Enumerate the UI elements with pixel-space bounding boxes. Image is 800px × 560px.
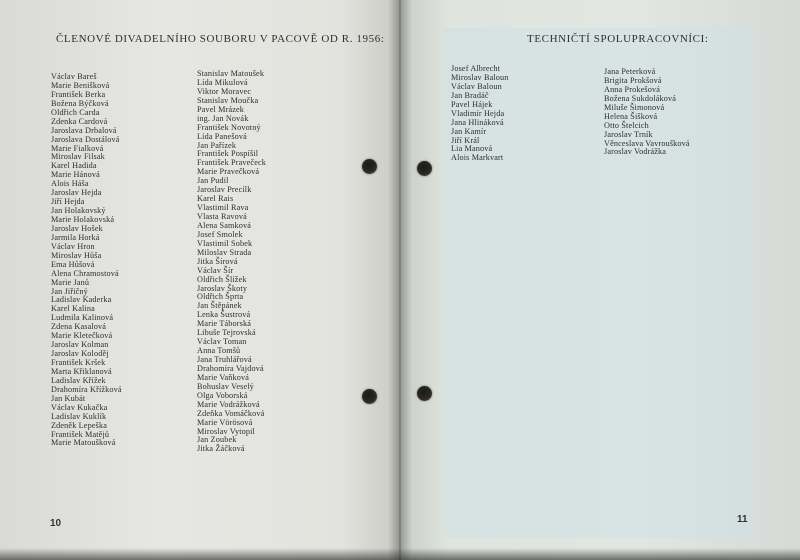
name-entry: Jaroslava Drbalová bbox=[51, 125, 117, 135]
name-entry: Jaroslav Vodrážka bbox=[604, 147, 667, 157]
name-entry: Božena Býčková bbox=[51, 98, 109, 108]
name-entry: Marie Matoušková bbox=[51, 438, 116, 448]
name-entry: Jaroslav Precílk bbox=[197, 185, 252, 195]
name-entry: Marie Benišková bbox=[51, 80, 110, 90]
name-entry: Stanislav Matoušek bbox=[197, 69, 265, 78]
name-entry: Miloslav Strada bbox=[197, 247, 252, 257]
members-list-column-2 bbox=[197, 70, 266, 454]
page-number-right: 11 bbox=[737, 514, 748, 525]
name-entry: Jana Truhlářová bbox=[197, 355, 252, 364]
name-entry: Alois Háša bbox=[51, 179, 89, 189]
name-entry: Josef Albrecht bbox=[451, 64, 501, 73]
name-entry: Ladislav Kaderka bbox=[51, 295, 112, 305]
name-entry: Ema Hůšová bbox=[51, 259, 95, 269]
name-entry: Jaroslav Hejda bbox=[51, 188, 102, 198]
name-entry: Václav Bareš bbox=[51, 72, 97, 81]
name-entry: František Matějů bbox=[51, 429, 110, 439]
name-entry: Jan Štěpánek bbox=[197, 301, 242, 311]
name-entry: Helena Šišková bbox=[604, 111, 658, 121]
name-entry: Pavel Hájek bbox=[451, 99, 493, 109]
name-entry: Marie Hánová bbox=[51, 170, 100, 180]
name-entry: Miroslav Baloun bbox=[451, 72, 509, 82]
name-entry: Jan Zoubek bbox=[197, 435, 237, 445]
name-entry: Lenka Šustrová bbox=[197, 310, 251, 320]
name-entry: Ladislav Křížek bbox=[51, 375, 106, 385]
name-entry: Jiří Král bbox=[451, 135, 480, 145]
name-entry: Václav Šír bbox=[197, 265, 234, 275]
name-entry: Vlastimil Sobek bbox=[197, 238, 253, 248]
name-entry: Karel Rais bbox=[197, 194, 234, 204]
name-entry: František Novotný bbox=[197, 122, 261, 132]
name-entry: Václav Toman bbox=[197, 337, 247, 347]
name-entry: Drahomíra Vajdová bbox=[197, 363, 264, 373]
name-entry: Stanislav Moučka bbox=[197, 95, 259, 105]
name-entry: Alena Chramostová bbox=[51, 268, 119, 278]
name-entry: Marie Pravečková bbox=[197, 167, 260, 177]
name-entry: František Pravečeck bbox=[197, 158, 267, 168]
name-entry: Jitka Šírová bbox=[197, 256, 238, 266]
name-entry: Vladimír Hejda bbox=[451, 108, 505, 118]
name-entry: Jana Peterková bbox=[604, 67, 656, 76]
name-entry: František Berka bbox=[51, 89, 106, 99]
name-entry: Zdeněk Lepeška bbox=[51, 420, 107, 430]
name-entry: Viktor Moravec bbox=[197, 86, 252, 96]
name-entry: Jan Holakovský bbox=[51, 206, 106, 216]
name-entry: Jan Kubát bbox=[51, 393, 86, 403]
name-entry: Alois Markvart bbox=[451, 153, 504, 163]
name-entry: Miroslav Vytopil bbox=[197, 426, 255, 436]
name-entry: Václav Hron bbox=[51, 241, 95, 251]
name-entry: Jaroslav Kolman bbox=[51, 340, 109, 350]
name-entry: Brigita Prokšová bbox=[604, 75, 662, 85]
name-entry: Oldřich Šprta bbox=[197, 292, 244, 302]
name-entry: Jaroslav Škoty bbox=[197, 283, 248, 293]
name-entry: Zdeňka Vomáčková bbox=[197, 408, 265, 418]
name-entry: Jana Hlináková bbox=[451, 117, 504, 127]
name-entry: Ludmila Kalinová bbox=[51, 313, 114, 323]
name-entry: Zdenka Cardová bbox=[51, 116, 108, 126]
members-list-column-1 bbox=[51, 73, 122, 448]
name-entry: František Kršek bbox=[51, 358, 106, 367]
name-entry: Jan Kamír bbox=[451, 126, 487, 136]
members-heading: ČLENOVÉ DIVADELNÍHO SOUBORU V PACOVĚ OD R. 1956: bbox=[56, 33, 385, 45]
name-entry: Věnceslava Vavroušková bbox=[604, 138, 690, 148]
name-entry: Marie Táborská bbox=[197, 319, 252, 329]
name-entry: Lída Panešová bbox=[197, 131, 247, 141]
name-entry: Oldřich Šlížek bbox=[197, 274, 247, 284]
page-number-left: 10 bbox=[50, 518, 62, 529]
name-entry: Marie Holakovská bbox=[51, 215, 115, 224]
name-entry: Jan Pařízek bbox=[197, 140, 237, 150]
name-entry: Otto Štelcich bbox=[604, 120, 649, 130]
name-entry: Jan Jiřičný bbox=[51, 286, 88, 296]
name-entry: Václav Kukačka bbox=[51, 402, 108, 412]
name-entry: Vlastimil Rava bbox=[197, 203, 249, 213]
name-entry: Anna Prokešová bbox=[604, 84, 660, 94]
punch-hole bbox=[362, 389, 377, 404]
name-entry: Miroslav Hůša bbox=[51, 250, 102, 260]
name-entry: Jiří Hejda bbox=[51, 197, 85, 207]
name-entry: Václav Baloun bbox=[451, 81, 502, 91]
name-entry: Marie Vodrážková bbox=[197, 399, 260, 409]
name-entry: Karel Hadida bbox=[51, 161, 97, 171]
name-entry: Libuše Tejrovská bbox=[197, 328, 256, 338]
name-entry: Miroslav Filsak bbox=[51, 152, 105, 162]
punch-hole bbox=[417, 386, 432, 401]
name-entry: Josef Smolek bbox=[197, 229, 243, 239]
name-entry: Marie Janů bbox=[51, 277, 90, 287]
page-bottom-shadow bbox=[0, 548, 800, 560]
name-entry: Lia Manová bbox=[451, 144, 493, 154]
name-entry: Jaroslav Koloděj bbox=[51, 349, 109, 359]
name-entry: Marie Vaňková bbox=[197, 372, 250, 382]
name-entry: Drahomíra Křížková bbox=[51, 384, 122, 394]
name-entry: Lída Mikulová bbox=[197, 77, 248, 87]
name-entry: Zdena Kasalová bbox=[51, 322, 107, 332]
name-entry: Marie Kletečková bbox=[51, 331, 113, 341]
name-entry: ing. Jan Novák bbox=[197, 113, 249, 123]
name-entry: Jaroslava Dostálová bbox=[51, 134, 120, 144]
punch-hole bbox=[362, 159, 377, 174]
technicians-list-column-1 bbox=[451, 65, 509, 163]
name-entry: Bohuslav Veselý bbox=[197, 381, 254, 391]
name-entry: Božena Sukdoláková bbox=[604, 93, 677, 103]
name-entry: Marie Fialková bbox=[51, 143, 104, 153]
page-gutter bbox=[388, 0, 412, 560]
name-entry: Karel Kalina bbox=[51, 304, 95, 314]
name-entry: Jaroslav Hošek bbox=[51, 223, 103, 233]
name-entry: Jarmila Horká bbox=[51, 232, 100, 242]
name-entry: František Pospíšil bbox=[197, 149, 259, 159]
name-entry: Olga Voborská bbox=[197, 390, 248, 400]
name-entry: Jan Pudil bbox=[197, 176, 229, 186]
name-entry: Ladislav Kuklík bbox=[51, 411, 107, 421]
name-entry: Alena Samková bbox=[197, 220, 252, 230]
name-entry: Vlasta Ravová bbox=[197, 212, 247, 221]
name-entry: Oldřich Carda bbox=[51, 107, 100, 117]
name-entry: Marta Křiklanová bbox=[51, 366, 112, 376]
name-entry: Jan Bradáč bbox=[451, 90, 489, 100]
name-entry: Anna Tomšů bbox=[197, 346, 241, 356]
technicians-heading: TECHNIČTÍ SPOLUPRACOVNÍCI: bbox=[527, 33, 709, 45]
technicians-list-column-2 bbox=[604, 68, 690, 157]
name-entry: Pavel Mrázek bbox=[197, 104, 245, 114]
punch-hole bbox=[417, 161, 432, 176]
name-entry: Jaroslav Trník bbox=[604, 129, 653, 139]
name-entry: Marie Vörösová bbox=[197, 417, 253, 427]
name-entry: Miluše Šimonová bbox=[604, 102, 665, 112]
name-entry: Jitka Žáčková bbox=[197, 444, 245, 454]
